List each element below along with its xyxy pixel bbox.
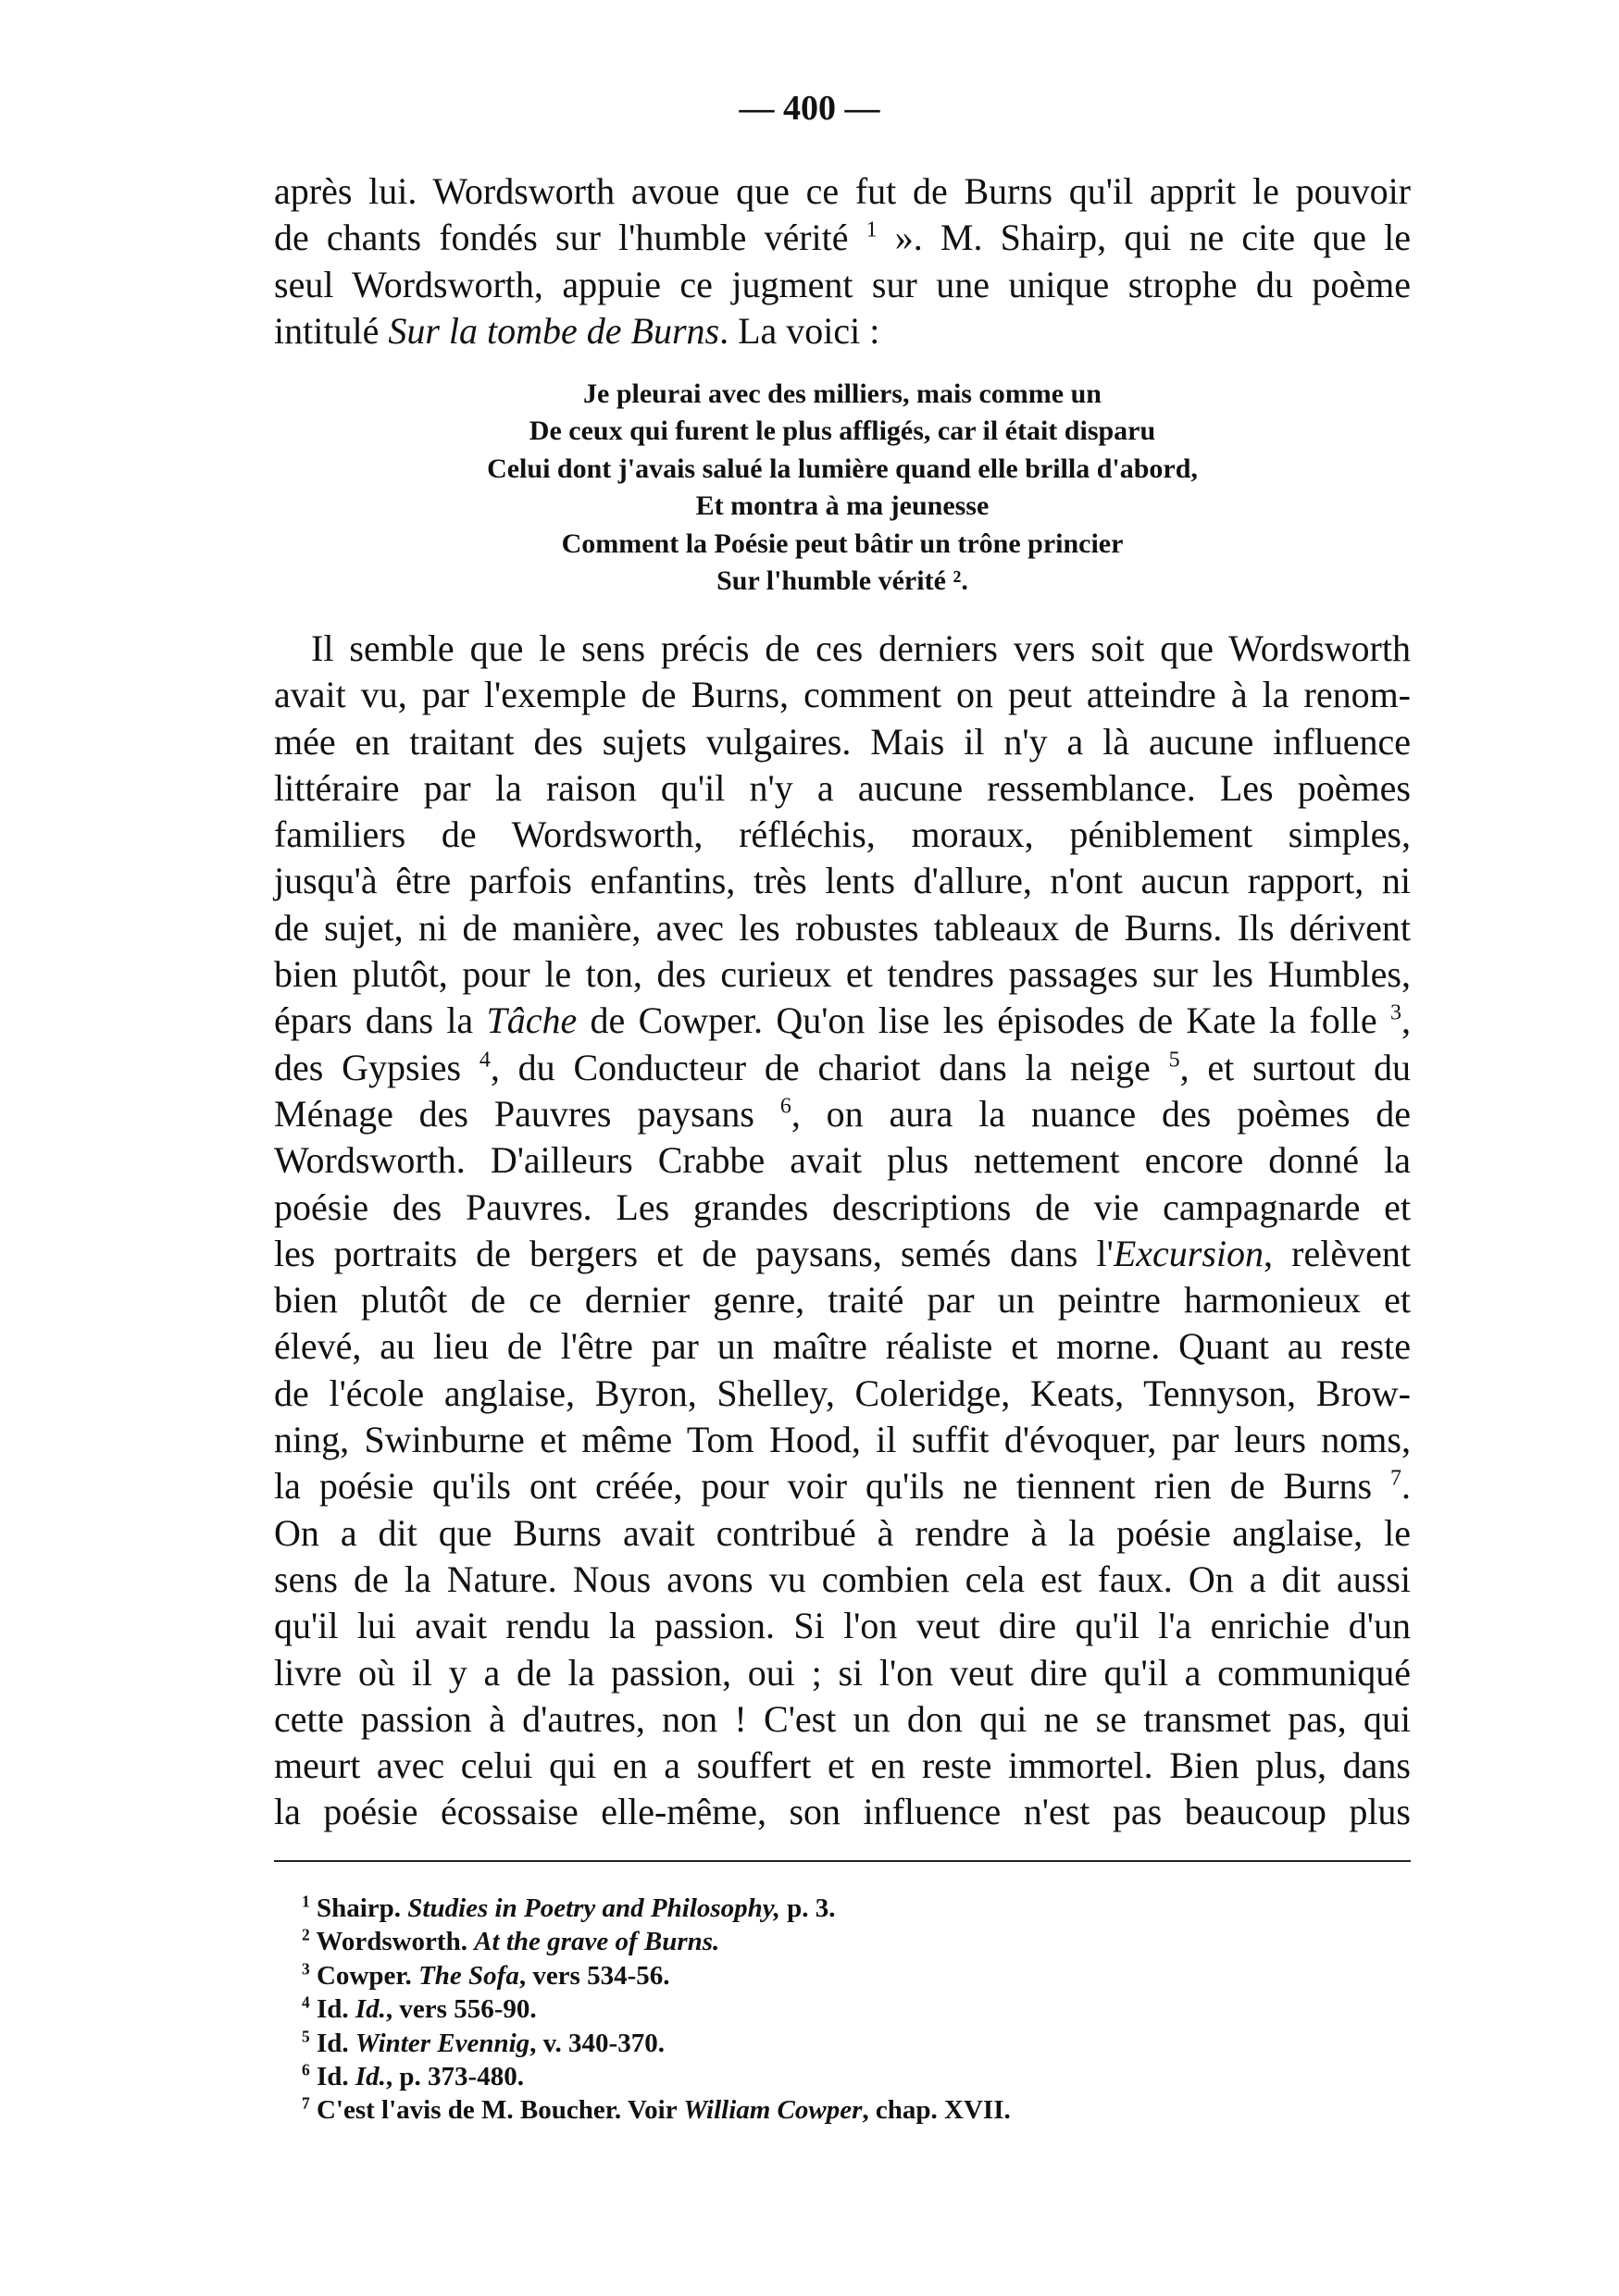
verse-line: Et montra à ma jeunesse xyxy=(695,490,990,522)
text: qu'il lui avait rendu la passion. Si l'on veut dire qu'il l'a enrichie d'un xyxy=(274,1605,1411,1647)
text: bien plutôt de ce dernier genre, traité par un peintre harmonieux et xyxy=(274,1279,1411,1322)
text-line xyxy=(274,1371,1411,1417)
text-line xyxy=(274,765,1411,812)
text: seul Wordsworth, appuie ce jugment sur une unique strophe du poème xyxy=(274,263,1411,305)
footnote-ref: 1 xyxy=(302,1892,310,1911)
paragraph-2 xyxy=(274,626,1411,1836)
text-line xyxy=(274,1743,1411,1789)
text: les portraits de bergers et de paysans, semés dans l' xyxy=(274,1232,1114,1274)
italic-title: Id. xyxy=(355,1994,386,2025)
text-line xyxy=(274,215,1411,261)
text: de l'école anglaise, Byron, Shelley, Coleridge, Keats, Tennyson, Brow- xyxy=(274,1371,1411,1414)
footnote-ref: 3 xyxy=(302,1959,310,1979)
footnote xyxy=(302,2027,1011,2060)
footnote xyxy=(302,2060,1011,2093)
text: familiers de Wordsworth, réfléchis, moraux, péniblement simples, xyxy=(274,813,1411,856)
page-number: — 400 — xyxy=(739,89,880,128)
text: sens de la Nature. Nous avons vu combien cela est faux. On a dit aussi xyxy=(274,1558,1411,1600)
text-line xyxy=(274,1510,1411,1557)
footnote-ref: 6 xyxy=(779,1094,791,1119)
text: livre où il y a de la passion, oui ; si l'on veut dire qu'il a communiqué xyxy=(274,1651,1411,1694)
footnote-ref: 2 xyxy=(302,1925,310,1944)
text: des Gypsies xyxy=(274,1046,479,1088)
text: , chap. XVII. xyxy=(862,2095,1011,2126)
text: , xyxy=(1401,999,1411,1042)
text: , on aura la nuance des poèmes de xyxy=(791,1092,1411,1135)
text: la poésie écossaise elle-même, son influence n'est pas beaucoup plus xyxy=(274,1791,1411,1833)
text: ning, Swinburne et même Tom Hood, il suffit d'évoquer, par leurs noms, xyxy=(274,1419,1411,1461)
text: Id. xyxy=(309,2028,355,2058)
text: p. 3. xyxy=(779,1893,836,1923)
italic-title: Sur la tombe de Burns xyxy=(388,309,720,352)
text: Shairp. xyxy=(309,1893,408,1923)
italic-title: Studies in Poetry and Philosophy, xyxy=(407,1893,780,1923)
text: la poésie qu'ils ont créée, pour voir qu'ils ne tiennent rien de Burns xyxy=(274,1465,1390,1508)
text-line xyxy=(274,308,1411,354)
text: Cowper. xyxy=(309,1960,419,1991)
text-line xyxy=(274,1137,1411,1184)
footnote-ref: 5 xyxy=(302,2027,310,2046)
text: Wordsworth. D'ailleurs Crabbe avait plus nettement encore donné la xyxy=(274,1139,1411,1182)
text: élevé, au lieu de l'être par un maître réaliste et morne. Quant au reste xyxy=(274,1325,1411,1368)
text-line xyxy=(274,998,1411,1044)
text: , v. 340-370. xyxy=(529,2028,665,2058)
footnote-ref: 4 xyxy=(479,1048,491,1073)
verse-line: Sur l'humble vérité ². xyxy=(716,565,968,596)
text: poésie des Pauvres. Les grandes descriptions de vie campagnarde et xyxy=(274,1185,1411,1228)
footnote xyxy=(302,1925,1011,1958)
footnote xyxy=(302,1959,1011,1992)
text-line xyxy=(274,1463,1411,1509)
text: , et surtout du xyxy=(1179,1046,1411,1088)
verse-line: Comment la Poésie peut bâtir un trône princier xyxy=(561,527,1124,559)
italic-title: Winter Evennig xyxy=(355,2028,530,2058)
text: jusqu'à être parfois enfantins, très lents d'allure, n'ont aucun rapport, ni xyxy=(274,860,1411,902)
text-line xyxy=(274,1650,1411,1696)
text: meurt avec celui qui en a souffert et en reste immortel. Bien plus, dans xyxy=(274,1744,1411,1787)
footnote-ref: 6 xyxy=(302,2060,310,2079)
text: On a dit que Burns avait contribué à rendre à la poésie anglaise, le xyxy=(274,1511,1411,1554)
footnote-ref: 7 xyxy=(1390,1466,1401,1491)
text-line xyxy=(274,719,1411,765)
footnote-ref: 1 xyxy=(866,217,878,242)
text-line xyxy=(274,626,1411,672)
footnote xyxy=(302,1892,1011,1925)
text-line xyxy=(274,168,1411,215)
text: mée en traitant des sujets vulgaires. Mais il n'y a là aucune influence xyxy=(274,720,1411,763)
text: Ménage des Pauvres paysans xyxy=(274,1092,780,1135)
italic-title: The Sofa xyxy=(418,1960,519,1991)
verse-line: Celui dont j'avais salué la lumière quand elle brilla d'abord, xyxy=(487,453,1198,484)
italic-title: Tâche xyxy=(486,999,578,1042)
text-line xyxy=(274,1557,1411,1603)
footnote-ref: 4 xyxy=(302,1992,310,2012)
text: , relèvent xyxy=(1264,1232,1411,1274)
text-line xyxy=(274,1323,1411,1370)
text: . xyxy=(1401,1465,1411,1508)
text: littéraire par la raison qu'il n'y a aucune ressemblance. Les poèmes xyxy=(274,766,1411,809)
text: Il semble que le sens précis de ces derniers vers soit que Wordsworth xyxy=(311,627,1411,669)
italic-title: At the grave of Burns. xyxy=(474,1927,720,1957)
text-line xyxy=(274,1789,1411,1835)
text: épars dans la xyxy=(274,999,487,1042)
text: cette passion à d'autres, non ! C'est un don qui ne se transmet pas, qui xyxy=(274,1697,1411,1740)
text: . La voici : xyxy=(719,309,880,352)
italic-title: William Cowper xyxy=(683,2095,863,2126)
italic-title: Id. xyxy=(355,2061,386,2091)
text-line xyxy=(274,858,1411,904)
text: , vers 534-56. xyxy=(518,1960,670,1991)
footnote-ref: 7 xyxy=(302,2093,310,2113)
text: Id. xyxy=(309,2061,355,2091)
text-line xyxy=(274,1091,1411,1137)
text-line xyxy=(274,262,1411,308)
text: intitulé xyxy=(274,309,389,352)
verse-line: Je pleurai avec des milliers, mais comme un xyxy=(583,379,1102,409)
text: bien plutôt, pour le ton, des curieux et tendres passages sur les Humbles, xyxy=(274,953,1411,996)
text: , p. 373-480. xyxy=(385,2061,524,2091)
text-line xyxy=(274,1185,1411,1231)
text-line xyxy=(274,1603,1411,1649)
footnote-ref: 3 xyxy=(1390,1000,1401,1025)
text: de sujet, ni de manière, avec les robustes tableaux de Burns. Ils dérivent xyxy=(274,906,1411,949)
footnotes xyxy=(302,1892,1011,2128)
text-line xyxy=(274,1696,1411,1743)
text: après lui. Wordsworth avoue que ce fut de Burns qu'il apprit le pouvoir xyxy=(274,170,1411,212)
text: , vers 556-90. xyxy=(385,1994,537,2025)
footnote xyxy=(302,1992,1011,2026)
text-line xyxy=(274,951,1411,998)
text-line xyxy=(274,1277,1411,1323)
text-line xyxy=(274,672,1411,718)
text: Id. xyxy=(309,1994,355,2025)
text: de chants fondés sur l'humble vérité xyxy=(274,217,866,259)
italic-title: Excursion xyxy=(1113,1232,1264,1274)
verse-quote xyxy=(274,376,1411,600)
text-line xyxy=(274,905,1411,951)
text-line xyxy=(274,1231,1411,1277)
text: Wordsworth. xyxy=(309,1927,475,1957)
footnote xyxy=(302,2093,1011,2127)
text-line xyxy=(274,1417,1411,1463)
text: , du Conducteur de chariot dans la neige xyxy=(490,1046,1169,1088)
text: ». M. Shairp, qui ne cite que le xyxy=(877,217,1411,259)
text: de Cowper. Qu'on lise les épisodes de Kate la folle xyxy=(577,999,1390,1042)
text-line xyxy=(274,1045,1411,1091)
verse-line: De ceux qui furent le plus affligés, car il était disparu xyxy=(529,416,1156,447)
footnote-separator xyxy=(274,1860,1411,1862)
footnote-ref: 5 xyxy=(1168,1048,1180,1073)
text: avait vu, par l'exemple de Burns, comment on peut atteindre à la renom- xyxy=(274,674,1411,716)
text: C'est l'avis de M. Boucher. Voir xyxy=(309,2095,684,2126)
paragraph-1 xyxy=(274,168,1411,354)
text-line xyxy=(274,812,1411,858)
